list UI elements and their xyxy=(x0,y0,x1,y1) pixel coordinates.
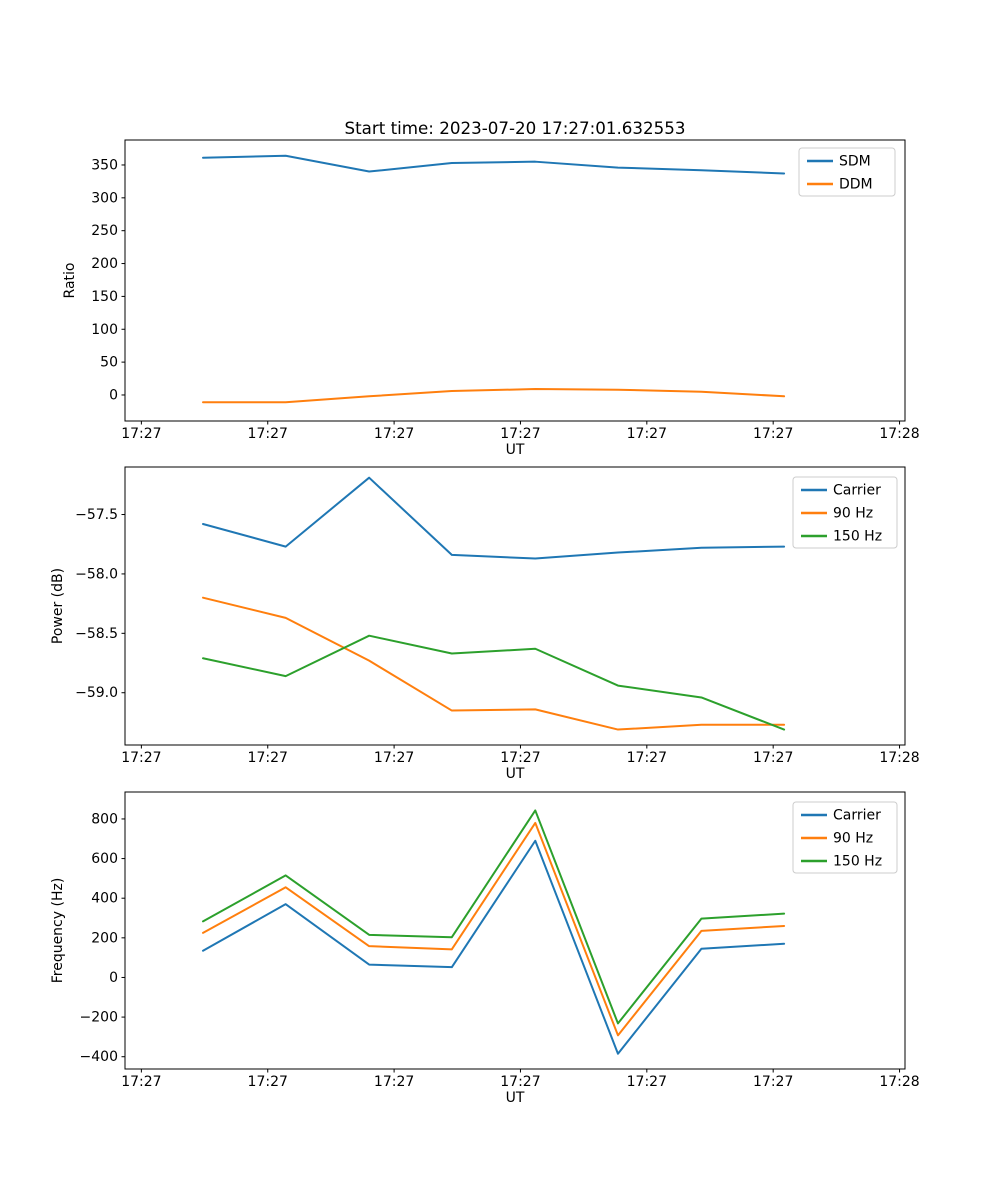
legend-label-ddm: DDM xyxy=(839,176,873,193)
y-tick-label: 250 xyxy=(91,223,118,240)
chart-title: Start time: 2023-07-20 17:27:01.632553 xyxy=(344,118,686,138)
x-tick-label: 17:27 xyxy=(500,426,541,442)
x-tick-label: 17:27 xyxy=(753,1074,794,1090)
x-tick-label: 17:27 xyxy=(121,750,162,766)
x-tick-label: 17:28 xyxy=(879,750,920,766)
y-tick-label: −57.5 xyxy=(75,507,118,524)
x-tick-label: 17:27 xyxy=(500,750,541,766)
legend-label-90-hz: 90 Hz xyxy=(833,505,874,522)
y-tick-label: 200 xyxy=(91,930,118,947)
y-tick-label: −58.5 xyxy=(75,625,118,642)
y-tick-label: 0 xyxy=(109,969,118,986)
y-tick-label: 200 xyxy=(91,256,118,273)
x-tick-label: 17:27 xyxy=(626,1074,667,1090)
series-line-ddm xyxy=(203,389,784,402)
x-tick-label: 17:27 xyxy=(753,750,794,766)
plot-border xyxy=(125,792,905,1069)
chart-power xyxy=(0,460,1000,785)
y-axis-label: Power (dB) xyxy=(50,567,66,645)
x-axis-label: UT xyxy=(505,766,525,782)
x-tick-label: 17:27 xyxy=(626,750,667,766)
y-tick-label: 600 xyxy=(91,851,118,868)
legend-label-90-hz: 90 Hz xyxy=(833,830,874,847)
x-tick-label: 17:27 xyxy=(247,426,288,442)
x-tick-label: 17:27 xyxy=(373,1074,415,1090)
x-tick-label: 17:27 xyxy=(373,750,415,766)
legend-label-carrier: Carrier xyxy=(833,807,881,824)
chart-frequency xyxy=(0,785,1000,1110)
x-tick-label: 17:27 xyxy=(247,750,288,766)
series-line-sdm xyxy=(203,156,784,174)
x-tick-label: 17:28 xyxy=(879,426,920,442)
chart-ratio xyxy=(0,100,1000,460)
y-tick-label: −200 xyxy=(79,1009,118,1026)
legend-label-sdm: SDM xyxy=(839,153,871,170)
series-line-90-hz xyxy=(203,823,784,1035)
y-tick-label: −59.0 xyxy=(75,685,118,702)
y-tick-label: 350 xyxy=(91,157,118,174)
x-tick-label: 17:27 xyxy=(753,426,794,442)
y-tick-label: 50 xyxy=(100,354,118,371)
x-axis-label: UT xyxy=(505,442,525,458)
x-tick-label: 17:27 xyxy=(626,426,667,442)
series-line-150-hz xyxy=(203,636,784,730)
plot-border xyxy=(125,467,905,745)
y-tick-label: −400 xyxy=(79,1049,118,1066)
series-line-carrier xyxy=(203,478,784,559)
legend-label-150-hz: 150 Hz xyxy=(833,853,883,870)
y-tick-label: 100 xyxy=(91,321,118,338)
series-line-150-hz xyxy=(203,810,784,1023)
x-tick-label: 17:27 xyxy=(500,1074,541,1090)
legend-label-150-hz: 150 Hz xyxy=(833,528,883,545)
x-tick-label: 17:27 xyxy=(121,1074,162,1090)
x-tick-label: 17:27 xyxy=(121,426,162,442)
y-tick-label: −58.0 xyxy=(75,566,118,583)
y-axis-label: Frequency (Hz) xyxy=(50,877,66,984)
plot-border xyxy=(125,140,905,421)
x-tick-label: 17:27 xyxy=(373,426,415,442)
series-line-90-hz xyxy=(203,598,784,730)
y-tick-label: 300 xyxy=(91,190,118,207)
x-tick-label: 17:27 xyxy=(247,1074,288,1090)
y-axis-label: Ratio xyxy=(62,262,78,299)
y-tick-label: 400 xyxy=(91,890,118,907)
y-tick-label: 150 xyxy=(91,288,118,305)
legend-label-carrier: Carrier xyxy=(833,482,881,499)
x-axis-label: UT xyxy=(505,1090,525,1106)
x-tick-label: 17:28 xyxy=(879,1074,920,1090)
y-tick-label: 800 xyxy=(91,811,118,828)
y-tick-label: 0 xyxy=(109,387,118,404)
